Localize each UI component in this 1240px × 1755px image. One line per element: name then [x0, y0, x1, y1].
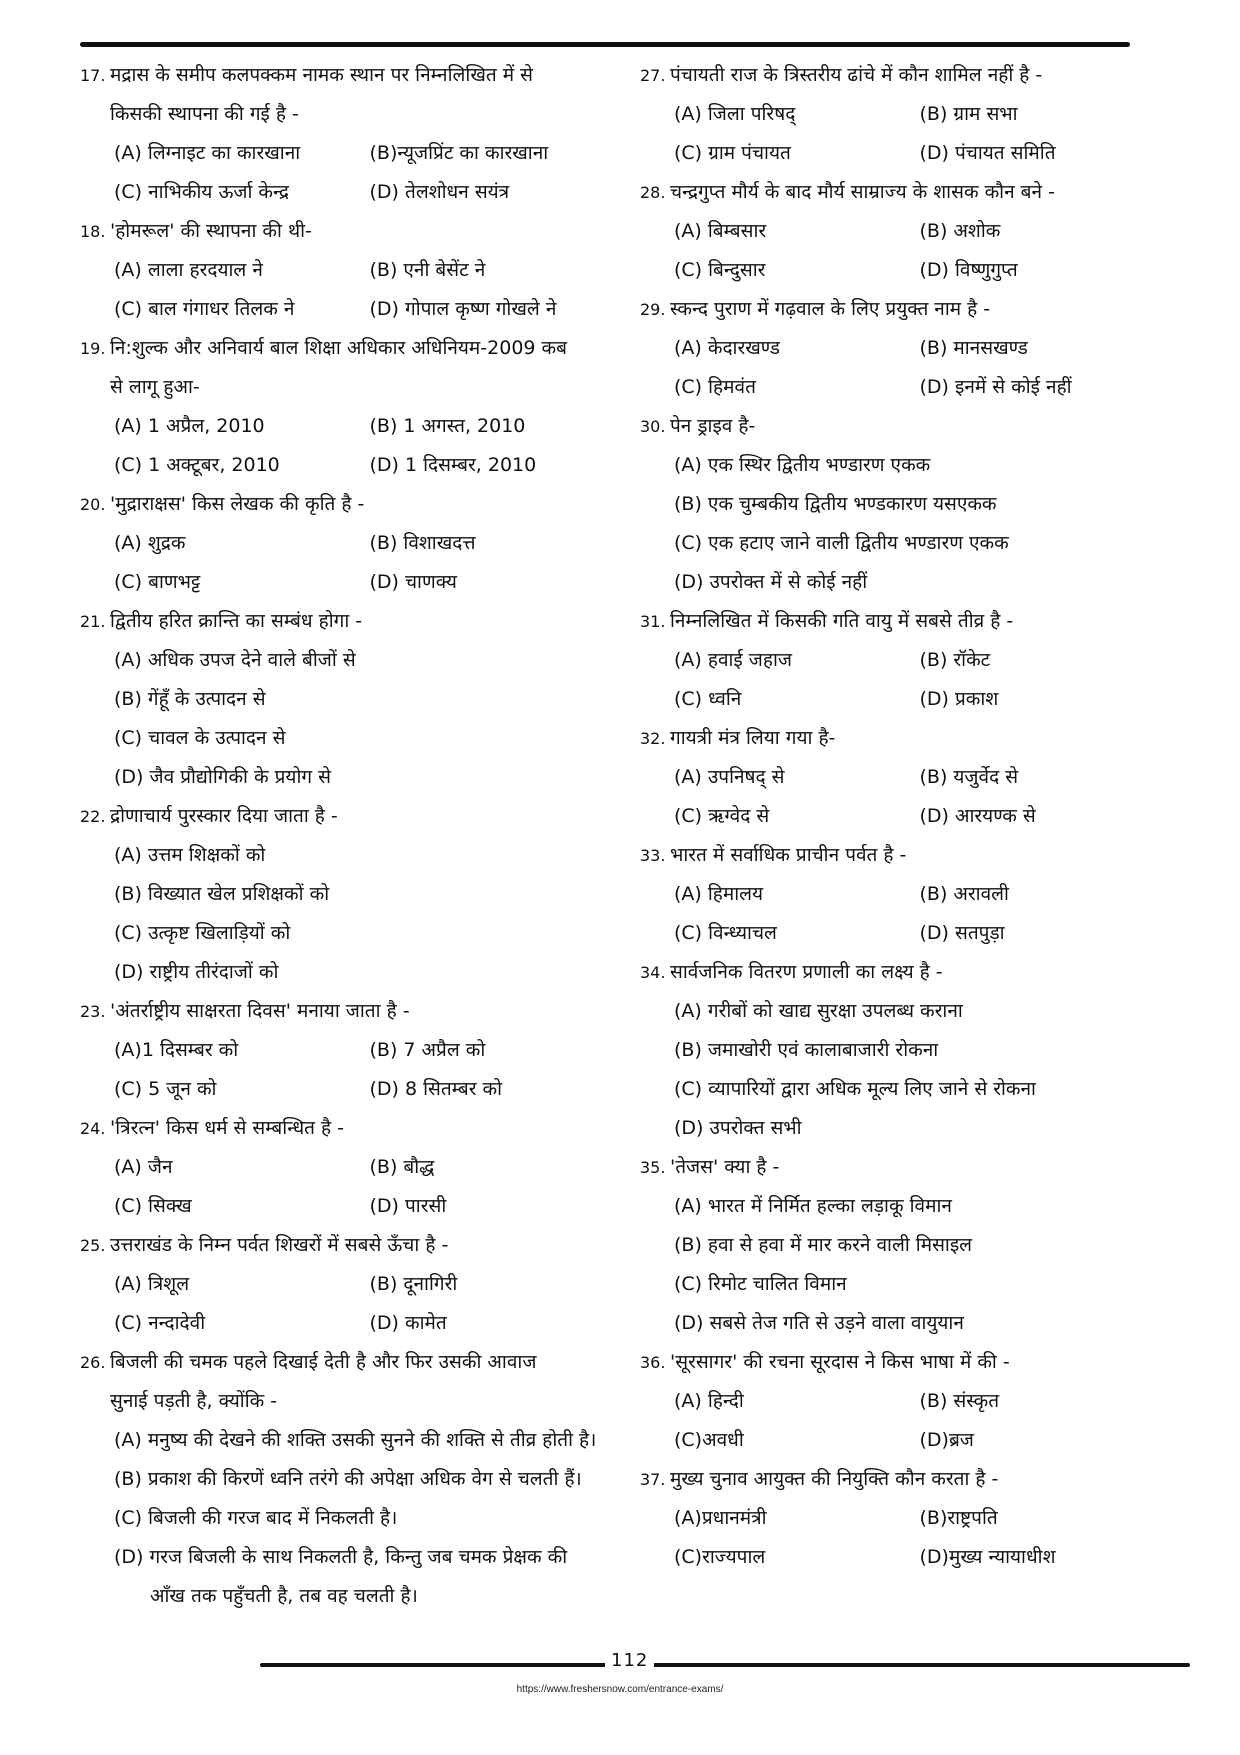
- option-d: (D) इनमें से कोई नहीं: [919, 376, 1072, 398]
- option-d: (D) प्रकाश: [919, 688, 999, 710]
- option-b: (B) जमाखोरी एवं कालाबाजारी रोकना: [674, 1039, 939, 1061]
- option-c: (C) रिमोट चालित विमान: [674, 1273, 847, 1295]
- option-c: (C) नाभिकीय ऊर्जा केन्द्र: [114, 181, 289, 203]
- option-c: (C) बिन्दुसार: [674, 259, 766, 281]
- question-31: [640, 602, 1165, 719]
- question-head: [80, 797, 625, 836]
- question-head: [80, 1109, 625, 1148]
- question-text: 'तेजस' क्या है -: [670, 1156, 780, 1178]
- option-a: (A) 1 अप्रैल, 2010: [114, 415, 265, 437]
- left-column: [80, 56, 625, 1616]
- option-d: (D) विष्णुगुप्त: [919, 259, 1018, 281]
- option-d: (D)ब्रज: [919, 1429, 974, 1451]
- option-d: (D) 8 सितम्बर को: [369, 1078, 503, 1100]
- question-number: 36.: [640, 1353, 666, 1372]
- question-number: 35.: [640, 1158, 666, 1177]
- option-c: (C) बिजली की गरज बाद में निकलती है।: [114, 1507, 398, 1529]
- question-text-continued: किसकी स्थापना की गई है -: [110, 103, 299, 125]
- option-a: (A) त्रिशूल: [114, 1273, 190, 1295]
- option-a: (A) भारत में निर्मित हल्का लड़ाकू विमान: [674, 1195, 952, 1217]
- question-head: [640, 953, 1165, 992]
- page-number: 112: [605, 1650, 654, 1671]
- option-d: (D) कामेत: [369, 1312, 447, 1334]
- option-d: (D) गोपाल कृष्ण गोखले ने: [369, 298, 557, 320]
- option-a: (A) लिग्नाइट का कारखाना: [114, 142, 301, 164]
- question-head: [640, 1148, 1165, 1187]
- question-number: 31.: [640, 612, 666, 631]
- question-head: [80, 602, 625, 641]
- option-c: (C) एक हटाए जाने वाली द्वितीय भण्डारण एकक: [674, 532, 1009, 554]
- options: [80, 524, 625, 602]
- option-d: (D) पंचायत समिति: [919, 142, 1056, 164]
- options: [640, 758, 1165, 836]
- question-text: 'त्रिरत्न' किस धर्म से सम्बन्धित है -: [110, 1117, 345, 1139]
- question-number: 21.: [80, 612, 106, 631]
- bottom-rule: [260, 1663, 1190, 1667]
- option-a: (A) जैन: [114, 1156, 173, 1178]
- option-c: (C) ऋग्वेद से: [674, 805, 770, 827]
- options: [640, 95, 1165, 173]
- options: [640, 212, 1165, 290]
- question-25: [80, 1226, 625, 1343]
- option-c: (C) बाल गंगाधर तिलक ने: [114, 298, 295, 320]
- question-text: मद्रास के समीप कलपक्कम नामक स्थान पर निम्नलिखित में से: [110, 64, 533, 86]
- options: [640, 992, 1165, 1148]
- options: [80, 1148, 625, 1226]
- option-b: (B) यजुर्वेद से: [919, 766, 1019, 788]
- question-text: सार्वजनिक वितरण प्रणाली का लक्ष्य है -: [670, 961, 943, 983]
- option-c: (C) 5 जून को: [114, 1078, 217, 1100]
- question-head: [640, 836, 1165, 875]
- option-d: (D) आरयण्क से: [919, 805, 1036, 827]
- option-c: (C) बाणभट्ट: [114, 571, 201, 593]
- options: [80, 407, 625, 485]
- question-head: [640, 719, 1165, 758]
- option-d: (D) तेलशोधन सयंत्र: [369, 181, 510, 203]
- question-text: चन्द्रगुप्त मौर्य के बाद मौर्य साम्राज्य के शासक कौन बने -: [670, 181, 1055, 203]
- options: [80, 251, 625, 329]
- question-text: स्कन्द पुराण में गढ़वाल के लिए प्रयुक्त नाम है -: [670, 298, 991, 320]
- question-head: [80, 329, 625, 368]
- question-text: भारत में सर्वाधिक प्राचीन पर्वत है -: [670, 844, 907, 866]
- question-number: 20.: [80, 495, 106, 514]
- option-a: (A) गरीबों को खाद्य सुरक्षा उपलब्ध कराना: [674, 1000, 963, 1022]
- option-d: (D) पारसी: [369, 1195, 447, 1217]
- question-number: 29.: [640, 300, 666, 319]
- question-24: [80, 1109, 625, 1226]
- option-c: (C)अवधी: [674, 1429, 744, 1451]
- question-text: द्वितीय हरित क्रान्ति का सम्बंध होगा -: [110, 610, 363, 632]
- option-a: (A) शुद्रक: [114, 532, 186, 554]
- option-b: (B) दूनागिरी: [369, 1273, 458, 1295]
- option-b: (B) विख्यात खेल प्रशिक्षकों को: [114, 883, 330, 905]
- option-b: (B) मानसखण्ड: [919, 337, 1028, 359]
- question-text: उत्तराखंड के निम्न पर्वत शिखरों में सबसे ऊँचा है -: [110, 1234, 449, 1256]
- question-21: [80, 602, 625, 797]
- question-head: [640, 602, 1165, 641]
- question-text: 'सूरसागर' की रचना सूरदास ने किस भाषा में की -: [670, 1351, 1010, 1373]
- option-d: (D) गरज बिजली के साथ निकलती है, किन्तु जब चमक प्रेक्षक की: [114, 1546, 568, 1568]
- question-32: [640, 719, 1165, 836]
- question-number: 34.: [640, 963, 666, 982]
- options: [80, 134, 625, 212]
- option-a: (A) बिम्बसार: [674, 220, 767, 242]
- option-b: (B) अशोक: [919, 220, 1001, 242]
- option-b: (B) रॉकेट: [919, 649, 991, 671]
- question-text: 'अंतर्राष्ट्रीय साक्षरता दिवस' मनाया जाता है -: [110, 1000, 410, 1022]
- options: [80, 1421, 625, 1577]
- option-d: (D)मुख्य न्यायाधीश: [919, 1546, 1056, 1568]
- question-17: [80, 56, 625, 212]
- question-36: [640, 1343, 1165, 1460]
- option-a: (A) उपनिषद् से: [674, 766, 785, 788]
- option-b: (B) ग्राम सभा: [919, 103, 1018, 125]
- option-a: (A) उत्तम शिक्षकों को: [114, 844, 266, 866]
- question-text: गायत्री मंत्र लिया गया है-: [670, 727, 836, 749]
- option-d: (D) 1 दिसम्बर, 2010: [369, 454, 537, 476]
- question-text: पंचायती राज के त्रिस्तरीय ढांचे में कौन शामिल नहीं है -: [670, 64, 1043, 86]
- question-number: 24.: [80, 1119, 106, 1138]
- question-19: [80, 329, 625, 485]
- question-34: [640, 953, 1165, 1148]
- options: [640, 1187, 1165, 1343]
- option-b: (B)न्यूजप्रिंट का कारखाना: [369, 142, 549, 164]
- question-35: [640, 1148, 1165, 1343]
- option-c: (C) हिमवंत: [674, 376, 756, 398]
- option-a: (A) लाला हरदयाल ने: [114, 259, 263, 281]
- option-c: (C) नन्दादेवी: [114, 1312, 206, 1334]
- question-26: [80, 1343, 625, 1616]
- question-number: 37.: [640, 1470, 666, 1489]
- question-text: पेन ड्राइव है-: [670, 415, 756, 437]
- option-a: (A) अधिक उपज देने वाले बीजों से: [114, 649, 356, 671]
- options: [640, 641, 1165, 719]
- options: [80, 641, 625, 797]
- right-column: [640, 56, 1165, 1577]
- question-number: 22.: [80, 807, 106, 826]
- option-b: (B) एक चुम्बकीय द्वितीय भण्डकारण यसएकक: [674, 493, 997, 515]
- question-number: 30.: [640, 417, 666, 436]
- option-c: (C) ध्वनि: [674, 688, 742, 710]
- question-22: [80, 797, 625, 992]
- option-d: (D) उपरोक्त सभी: [674, 1117, 802, 1139]
- options: [640, 1499, 1165, 1577]
- option-b: (B) अरावली: [919, 883, 1009, 905]
- option-b: (B) गेंहूँ के उत्पादन से: [114, 688, 266, 710]
- options: [640, 875, 1165, 953]
- option-b: (B) बौद्ध: [369, 1156, 435, 1178]
- option-d: (D) सबसे तेज गति से उड़ने वाला वायुयान: [674, 1312, 964, 1334]
- question-head: [640, 407, 1165, 446]
- question-text: नि:शुल्क और अनिवार्य बाल शिक्षा अधिकार अधिनियम-2009 कब: [110, 337, 567, 359]
- question-head: [80, 1343, 625, 1382]
- question-27: [640, 56, 1165, 173]
- question-number: 18.: [80, 222, 106, 241]
- option-a: (A) जिला परिषद्: [674, 103, 796, 125]
- question-head: [80, 1226, 625, 1265]
- question-head: [640, 290, 1165, 329]
- question-number: 23.: [80, 1002, 106, 1021]
- question-text: द्रोणाचार्य पुरस्कार दिया जाता है -: [110, 805, 338, 827]
- option-c: (C)राज्यपाल: [674, 1546, 766, 1568]
- question-18: [80, 212, 625, 329]
- question-23: [80, 992, 625, 1109]
- option-c: (C) व्यापारियों द्वारा अधिक मूल्य लिए जाने से रोकना: [674, 1078, 1036, 1100]
- question-number: 28.: [640, 183, 666, 202]
- question-number: 27.: [640, 66, 666, 85]
- option-c: (C) विन्ध्याचल: [674, 922, 777, 944]
- question-number: 19.: [80, 339, 106, 358]
- options: [80, 836, 625, 992]
- question-head: [80, 485, 625, 524]
- question-number: 26.: [80, 1353, 106, 1372]
- option-a: (A) केदारखण्ड: [674, 337, 780, 359]
- option-a: (A)1 दिसम्बर को: [114, 1039, 239, 1061]
- question-text-continued: से लागू हुआ-: [110, 376, 200, 398]
- option-a: (A)प्रधानमंत्री: [674, 1507, 767, 1529]
- option-c: (C) उत्कृष्ट खिलाड़ियों को: [114, 922, 291, 944]
- option-b: (B) हवा से हवा में मार करने वाली मिसाइल: [674, 1234, 973, 1256]
- top-rule: [80, 42, 1130, 47]
- option-b: (B) संस्कृत: [919, 1390, 1000, 1412]
- option-d: (D) सतपुड़ा: [919, 922, 1005, 944]
- question-37: [640, 1460, 1165, 1577]
- option-c: (C) 1 अक्टूबर, 2010: [114, 454, 280, 476]
- option-b: (B) 7 अप्रैल को: [369, 1039, 486, 1061]
- option-c: (C) चावल के उत्पादन से: [114, 727, 286, 749]
- option-d: (D) जैव प्रौद्योगिकी के प्रयोग से: [114, 766, 331, 788]
- question-head: [80, 56, 625, 95]
- footer-url: https://www.freshersnow.com/entrance-exams/: [516, 1684, 724, 1695]
- option-a: (A) हिमालय: [674, 883, 764, 905]
- question-20: [80, 485, 625, 602]
- question-number: 33.: [640, 846, 666, 865]
- option-c: (C) ग्राम पंचायत: [674, 142, 791, 164]
- option-a: (A) हिन्दी: [674, 1390, 744, 1412]
- option-b: (B) विशाखदत्त: [369, 532, 476, 554]
- question-head: [80, 212, 625, 251]
- question-text: मुख्य चुनाव आयुक्त की नियुक्ति कौन करता है -: [670, 1468, 999, 1490]
- options: [640, 329, 1165, 407]
- option-b: (B) एनी बेसेंट ने: [369, 259, 486, 281]
- question-head: [640, 173, 1165, 212]
- question-text: 'होमरूल' की स्थापना की थी-: [110, 220, 312, 242]
- question-29: [640, 290, 1165, 407]
- question-number: 32.: [640, 729, 666, 748]
- options: [640, 1382, 1165, 1460]
- options: [640, 446, 1165, 602]
- option-a: (A) एक स्थिर द्वितीय भण्डारण एकक: [674, 454, 931, 476]
- option-d: (D) राष्ट्रीय तीरंदाजों को: [114, 961, 279, 983]
- question-text: 'मुद्राराक्षस' किस लेखक की कृति है -: [110, 493, 365, 515]
- question-text: निम्नलिखित में किसकी गति वायु में सबसे तीव्र है -: [670, 610, 1014, 632]
- question-head: [640, 1460, 1165, 1499]
- options: [80, 1031, 625, 1109]
- question-33: [640, 836, 1165, 953]
- option-d: (D) उपरोक्त में से कोई नहीं: [674, 571, 868, 593]
- option-b: (B) 1 अगस्त, 2010: [369, 415, 526, 437]
- question-number: 17.: [80, 66, 106, 85]
- question-head: [80, 992, 625, 1031]
- question-head: [640, 56, 1165, 95]
- question-30: [640, 407, 1165, 602]
- option-c: (C) सिक्ख: [114, 1195, 192, 1217]
- question-head: [640, 1343, 1165, 1382]
- option-a: (A) हवाई जहाज: [674, 649, 793, 671]
- option-a: (A) मनुष्य की देखने की शक्ति उसकी सुनने की शक्ति से तीव्र होती है।: [114, 1429, 597, 1451]
- option-d: (D) चाणक्य: [369, 571, 457, 593]
- question-number: 25.: [80, 1236, 106, 1255]
- question-text-continued: सुनाई पड़ती है, क्योंकि -: [110, 1390, 278, 1412]
- option-d-continued: आँख तक पहुँचती है, तब वह चलती है।: [150, 1585, 418, 1607]
- question-text: बिजली की चमक पहले दिखाई देती है और फिर उसकी आवाज: [110, 1351, 537, 1373]
- question-28: [640, 173, 1165, 290]
- options: [80, 1265, 625, 1343]
- option-b: (B) प्रकाश की किरणें ध्वनि तरंगे की अपेक्षा अधिक वेग से चलती हैं।: [114, 1468, 582, 1490]
- option-b: (B)राष्ट्रपति: [919, 1507, 998, 1529]
